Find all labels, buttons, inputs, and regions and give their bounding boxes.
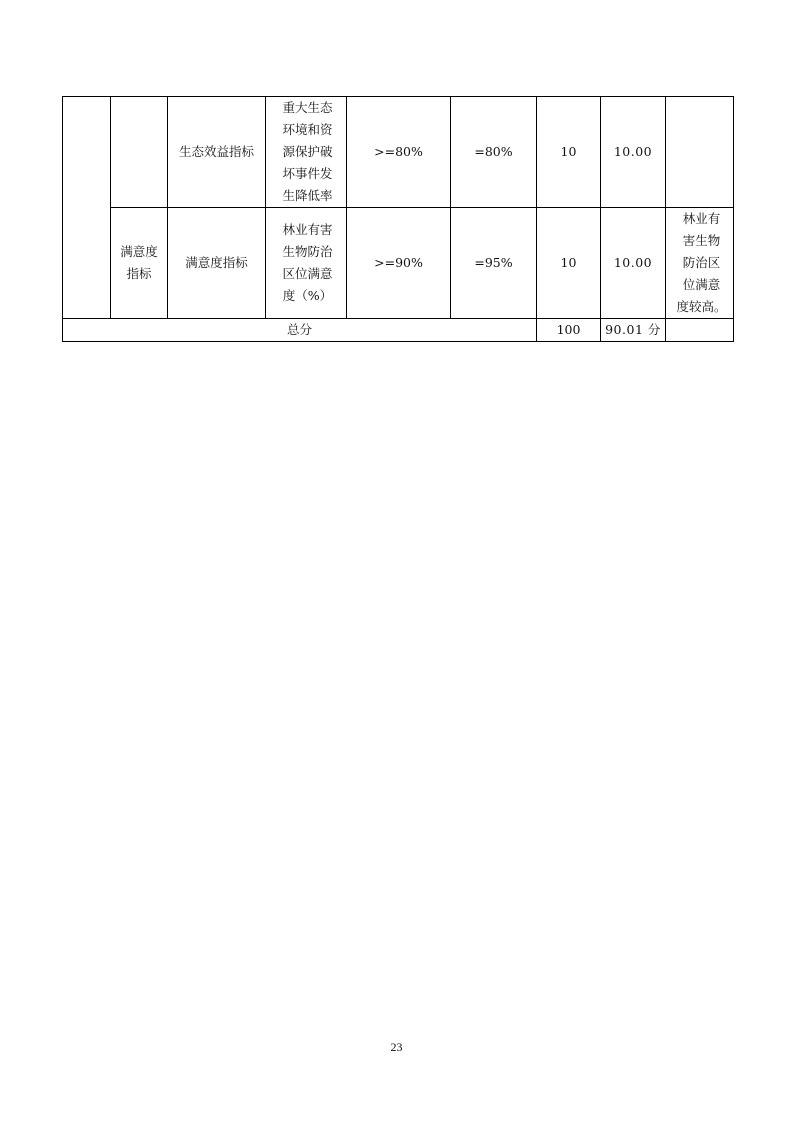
indicator-line: 林业有害 [282,222,333,237]
total-label: 总分 [63,319,537,342]
indicator-line: 坏事件发 [282,166,333,181]
table-row-ecological [63,97,734,208]
category-line: 满意度 [120,244,158,259]
indicator-line: 生降低率 [282,188,333,203]
note-line: 度较高。 [676,299,727,314]
indicator-line: 生物防治 [282,244,333,259]
level2-category-cell [111,208,168,319]
indicator-line: 重大生态 [282,100,333,115]
note-line: 防治区 [682,255,721,270]
weight-cell: 10 [537,208,601,319]
indicator-line: 源保护破 [282,144,333,159]
indicator-line: 区位满意 [282,266,333,281]
total-note-empty [666,319,734,342]
actual-value-cell: =80% [451,97,537,208]
score-cell: 10.00 [601,208,666,319]
total-score: 90.01 分 [601,319,666,342]
note-cell-empty [666,97,734,208]
level3-category-cell: 满意度指标 [168,208,266,319]
level1-category-cell [63,97,111,319]
actual-value-cell: =95% [451,208,537,319]
total-weight: 100 [537,319,601,342]
note-line: 害生物 [682,233,721,248]
note-line: 位满意 [682,277,721,292]
score-cell: 10.00 [601,97,666,208]
target-value-cell: >=90% [347,208,451,319]
category-line: 指标 [126,266,152,281]
page-number: 23 [390,1040,403,1054]
level3-category-cell: 生态效益指标 [168,97,266,208]
table-row-satisfaction [63,208,734,319]
indicator-line: 环境和资 [282,122,333,137]
indicator-line: 度（%） [282,288,333,303]
note-cell [666,208,734,319]
indicator-cell [266,97,347,208]
target-value-cell: >=80% [347,97,451,208]
note-line: 林业有 [682,211,721,226]
indicator-cell [266,208,347,319]
total-row [63,319,734,342]
weight-cell: 10 [537,97,601,208]
performance-table [62,96,734,342]
level2-category-cell-empty [111,97,168,208]
